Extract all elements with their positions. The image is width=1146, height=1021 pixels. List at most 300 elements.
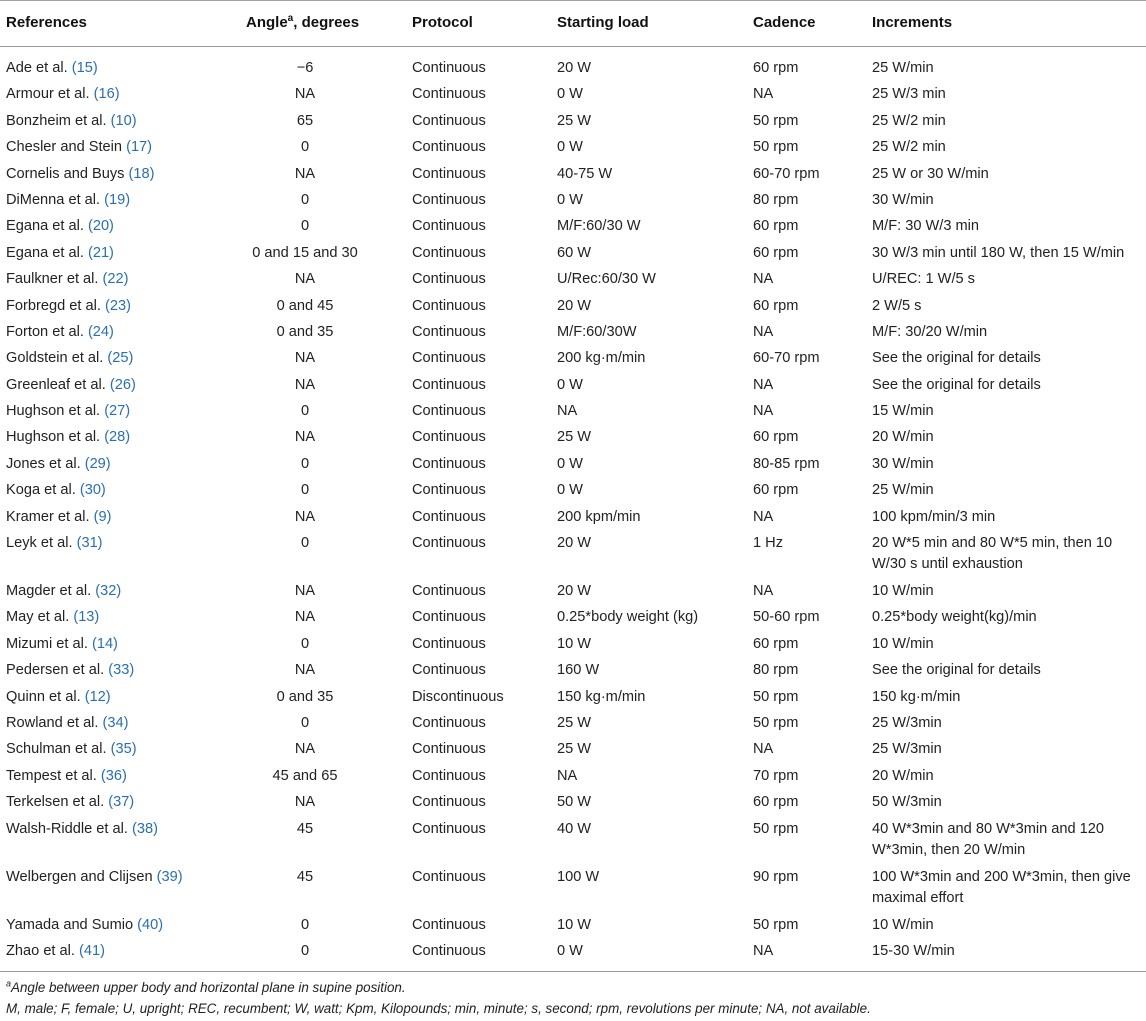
reference-cell (6, 427, 130, 448)
table-row (0, 817, 1146, 865)
increments-cell: M/F: 30/20 W/min (872, 323, 988, 340)
cadence-cell: 50 rpm (753, 820, 799, 837)
increments-cell: 20 W/min (872, 767, 934, 784)
citation-link[interactable]: (31) (76, 535, 103, 552)
table-row (0, 214, 1146, 240)
angle-cell: NA (294, 165, 316, 182)
starting-load-cell: 0 W (557, 482, 583, 499)
reference-cell (6, 766, 127, 787)
reference-name: Egana et al. (6, 244, 84, 261)
cadence-cell: 60 rpm (753, 635, 799, 652)
cadence-cell: NA (753, 271, 774, 288)
reference-name: Walsh-Riddle et al. (6, 820, 128, 837)
increments-cell: 30 W/min (872, 191, 934, 208)
increments-cell: 25 W/min (872, 482, 934, 499)
table-row (0, 452, 1146, 478)
table-bottom-rule (0, 971, 1146, 972)
table-row (0, 320, 1146, 346)
citation-link[interactable]: (40) (137, 916, 164, 933)
increments-cell: 10 W/min (872, 583, 934, 600)
cadence-cell: NA (753, 508, 774, 525)
citation-link[interactable]: (17) (126, 139, 153, 156)
citation-link[interactable]: (37) (108, 794, 135, 811)
angle-cell: NA (294, 376, 316, 393)
reference-cell (6, 164, 154, 185)
citation-link[interactable]: (10) (110, 112, 137, 129)
starting-load-cell: 25 W (557, 714, 592, 731)
citation-link[interactable]: (20) (87, 218, 114, 235)
angle-cell: NA (294, 794, 316, 811)
reference-name: Bonzheim et al. (6, 112, 107, 129)
header-angle-footnote-marker: a (287, 13, 294, 24)
angle-cell: 0 (300, 218, 310, 235)
reference-name: Leyk et al. (6, 535, 73, 552)
angle-cell: 0 and 45 (276, 297, 334, 314)
reference-name: Pedersen et al. (6, 662, 105, 679)
angle-cell: 0 (300, 535, 310, 552)
citation-link[interactable]: (39) (156, 868, 183, 885)
protocol-cell: Continuous (412, 482, 486, 499)
angle-cell: 0 (300, 714, 310, 731)
angle-cell: NA (294, 86, 316, 103)
cadence-cell: 60 rpm (753, 429, 799, 446)
protocol-cell: Continuous (412, 218, 486, 235)
increments-cell: 100 W*3min and 200 W*3min, then give maximal effort (872, 868, 1131, 906)
header-angle (246, 14, 359, 31)
increments-cell: 30 W/min (872, 455, 934, 472)
reference-name: Goldstein et al. (6, 350, 104, 367)
header-cadence: Cadence (753, 14, 816, 31)
starting-load-cell: NA (557, 767, 578, 784)
protocol-cell: Continuous (412, 508, 486, 525)
starting-load-cell: 20 W (557, 297, 592, 314)
protocol-cell: Continuous (412, 139, 486, 156)
angle-cell: 0 (300, 635, 310, 652)
angle-cell: −6 (296, 60, 314, 76)
reference-cell (6, 819, 158, 840)
protocol-cell: Continuous (412, 583, 486, 600)
reference-cell (6, 687, 111, 708)
protocol-cell: Continuous (412, 455, 486, 472)
table-row (0, 241, 1146, 267)
table-row (0, 605, 1146, 631)
table-row (0, 399, 1146, 425)
header-angle-label: Angle (246, 14, 288, 31)
angle-cell: NA (294, 662, 316, 679)
protocol-cell: Continuous (412, 112, 486, 129)
angle-cell: 0 (300, 139, 310, 156)
cadence-cell: 90 rpm (753, 868, 799, 885)
protocol-cell: Continuous (412, 820, 486, 837)
footnote-abbreviations: M, male; F, female; U, upright; REC, recumbent; W, watt; Kpm, Kilopounds; min, minute; s, second; rpm, revolutions per minute; NA, not available. (6, 1001, 871, 1016)
citation-link[interactable]: (13) (73, 609, 100, 626)
reference-cell (6, 296, 131, 317)
increments-cell: See the original for details (872, 662, 1041, 679)
cadence-cell: NA (753, 86, 774, 103)
cadence-cell: 50 rpm (753, 139, 799, 156)
citation-link[interactable]: (9) (93, 508, 112, 525)
reference-cell (6, 216, 114, 237)
table-row (0, 658, 1146, 684)
starting-load-cell: 200 kpm/min (557, 508, 641, 525)
reference-name: Welbergen and Clijsen (6, 868, 153, 885)
increments-cell: 15 W/min (872, 403, 934, 420)
reference-name: Armour et al. (6, 86, 90, 103)
reference-cell (6, 269, 129, 290)
cadence-cell: 60 rpm (753, 244, 799, 261)
reference-cell (6, 190, 130, 211)
reference-name: Jones et al. (6, 455, 81, 472)
reference-cell (6, 401, 130, 422)
starting-load-cell: 20 W (557, 60, 592, 76)
reference-cell (6, 867, 183, 888)
starting-load-cell: 0 W (557, 455, 583, 472)
protocol-cell: Continuous (412, 662, 486, 679)
protocol-cell: Continuous (412, 350, 486, 367)
increments-cell: 10 W/min (872, 916, 934, 933)
footnote-angle-text: Angle between upper body and horizontal plane in supine position. (11, 980, 406, 995)
cadence-cell: 50 rpm (753, 714, 799, 731)
cadence-cell: NA (753, 403, 774, 420)
reference-name: DiMenna et al. (6, 191, 101, 208)
reference-cell (6, 84, 120, 105)
table-header-rule (0, 46, 1146, 47)
reference-cell (6, 111, 137, 132)
table-row (0, 632, 1146, 658)
reference-name: Quinn et al. (6, 688, 81, 705)
angle-cell: 0 (300, 403, 310, 420)
table-row (0, 913, 1146, 939)
increments-cell: See the original for details (872, 376, 1041, 393)
increments-cell: 40 W*3min and 80 W*3min and 120 W*3min, then 20 W/min (872, 820, 1105, 858)
angle-cell: 45 (296, 868, 314, 885)
reference-cell (6, 480, 106, 501)
reference-name: Rowland et al. (6, 714, 99, 731)
starting-load-cell: 25 W (557, 741, 592, 758)
cadence-cell: 80-85 rpm (753, 455, 820, 472)
cadence-cell: 50 rpm (753, 916, 799, 933)
protocol-cell: Continuous (412, 767, 486, 784)
reference-name: Forton et al. (6, 323, 84, 340)
table-row (0, 373, 1146, 399)
citation-link[interactable]: (21) (87, 244, 114, 261)
citation-link[interactable]: (14) (91, 635, 118, 652)
cadence-cell: 60 rpm (753, 297, 799, 314)
starting-load-cell: U/Rec:60/30 W (557, 271, 656, 288)
increments-cell: 150 kg·m/min (872, 688, 961, 705)
increments-cell: 25 W/3min (872, 714, 942, 731)
reference-cell (6, 581, 121, 602)
reference-cell (6, 454, 111, 475)
table-row (0, 711, 1146, 737)
table-row (0, 478, 1146, 504)
starting-load-cell: 0 W (557, 139, 583, 156)
angle-cell: 65 (296, 112, 314, 129)
cadence-cell: NA (753, 323, 774, 340)
reference-cell (6, 137, 152, 158)
increments-cell: 15-30 W/min (872, 942, 955, 959)
increments-cell: See the original for details (872, 350, 1041, 367)
protocol-cell: Continuous (412, 535, 486, 552)
increments-cell: 20 W/min (872, 429, 934, 446)
angle-cell: NA (294, 583, 316, 600)
header-protocol: Protocol (412, 14, 473, 31)
starting-load-cell: 10 W (557, 635, 592, 652)
increments-cell: 25 W/2 min (872, 139, 946, 156)
angle-cell: 0 and 15 and 30 (252, 244, 358, 261)
angle-cell: 0 (300, 916, 310, 933)
increments-cell: 25 W or 30 W/min (872, 165, 989, 182)
table-row (0, 82, 1146, 108)
protocol-cell: Continuous (412, 916, 486, 933)
starting-load-cell: M/F:60/30 W (557, 218, 641, 235)
citation-link[interactable]: (26) (109, 376, 136, 393)
citation-link[interactable]: (15) (71, 60, 98, 76)
reference-name: Hughson et al. (6, 429, 101, 446)
angle-cell: NA (294, 350, 316, 367)
reference-cell (6, 713, 129, 734)
reference-name: Zhao et al. (6, 942, 75, 959)
cadence-cell: 60 rpm (753, 794, 799, 811)
increments-cell: 0.25*body weight(kg)/min (872, 609, 1037, 626)
starting-load-cell: 100 W (557, 868, 600, 885)
protocol-cell: Continuous (412, 609, 486, 626)
reference-cell (6, 507, 111, 528)
increments-cell: 25 W/3min (872, 741, 942, 758)
increments-cell: 2 W/5 s (872, 297, 922, 314)
header-angle-unit: , degrees (293, 14, 360, 31)
increments-cell: 10 W/min (872, 635, 934, 652)
reference-cell (6, 660, 134, 681)
protocol-cell: Continuous (412, 942, 486, 959)
table-row (0, 162, 1146, 188)
protocol-cell: Continuous (412, 794, 486, 811)
cadence-cell: 60-70 rpm (753, 350, 820, 367)
citation-link[interactable]: (29) (84, 455, 111, 472)
reference-cell (6, 941, 105, 962)
citation-link[interactable]: (16) (93, 86, 120, 103)
angle-cell: 0 (300, 455, 310, 472)
citation-link[interactable]: (22) (102, 271, 129, 288)
protocol-cell: Continuous (412, 323, 486, 340)
increments-cell: 25 W/3 min (872, 86, 946, 103)
increments-cell: 30 W/3 min until 180 W, then 15 W/min (872, 244, 1125, 261)
citation-link[interactable]: (19) (104, 191, 131, 208)
cadence-cell: 50 rpm (753, 688, 799, 705)
citation-link[interactable]: (41) (79, 942, 105, 959)
cadence-cell: NA (753, 583, 774, 600)
citation-link[interactable]: (27) (104, 403, 131, 420)
citation-link[interactable]: (30) (79, 482, 106, 499)
angle-cell: 45 and 65 (272, 767, 338, 784)
reference-name: Terkelsen et al. (6, 794, 105, 811)
angle-cell: NA (294, 741, 316, 758)
table-row (0, 579, 1146, 605)
cadence-cell: 70 rpm (753, 767, 799, 784)
angle-cell: 0 and 35 (276, 688, 334, 705)
cadence-cell: 60 rpm (753, 218, 799, 235)
increments-cell: 25 W/min (872, 60, 934, 76)
citation-link[interactable]: (28) (104, 429, 131, 446)
cadence-cell: 50 rpm (753, 112, 799, 129)
cadence-cell: NA (753, 376, 774, 393)
starting-load-cell: 10 W (557, 916, 592, 933)
starting-load-cell: 0.25*body weight (kg) (557, 609, 699, 626)
reference-cell (6, 322, 114, 343)
reference-cell (6, 533, 103, 554)
angle-cell: 0 (300, 942, 310, 959)
protocol-cell: Discontinuous (412, 688, 504, 705)
table-row (0, 685, 1146, 711)
protocol-cell: Continuous (412, 271, 486, 288)
starting-load-cell: M/F:60/30W (557, 323, 637, 340)
table-row (0, 531, 1146, 579)
reference-name: May et al. (6, 609, 70, 626)
protocol-cell: Continuous (412, 297, 486, 314)
angle-cell: NA (294, 609, 316, 626)
starting-load-cell: 0 W (557, 942, 583, 959)
reference-name: Magder et al. (6, 583, 92, 600)
reference-name: Yamada and Sumio (6, 916, 134, 933)
citation-link[interactable]: (25) (107, 350, 134, 367)
header-increments: Increments (872, 14, 953, 31)
citation-link[interactable]: (23) (104, 297, 131, 314)
reference-name: Faulkner et al. (6, 271, 99, 288)
starting-load-cell: 0 W (557, 376, 583, 393)
increments-cell: 20 W*5 min and 80 W*5 min, then 10 W/30 s until exhaustion (872, 535, 1113, 573)
increments-cell: 50 W/3min (872, 794, 942, 811)
protocol-cell: Continuous (412, 741, 486, 758)
header-references: References (6, 14, 87, 31)
increments-cell: U/REC: 1 W/5 s (872, 271, 975, 288)
starting-load-cell: 50 W (557, 794, 592, 811)
protocol-cell: Continuous (412, 60, 486, 76)
cadence-cell: 80 rpm (753, 191, 799, 208)
starting-load-cell: 200 kg·m/min (557, 350, 646, 367)
angle-cell: 0 (300, 482, 310, 499)
table-row (0, 425, 1146, 451)
table-row (0, 737, 1146, 763)
protocol-cell: Continuous (412, 635, 486, 652)
starting-load-cell: 40-75 W (557, 165, 613, 182)
header-starting-load: Starting load (557, 14, 649, 31)
starting-load-cell: NA (557, 403, 578, 420)
starting-load-cell: 0 W (557, 86, 583, 103)
reference-cell (6, 375, 136, 396)
table-row (0, 865, 1146, 913)
reference-name: Hughson et al. (6, 403, 101, 420)
cadence-cell: 60 rpm (753, 60, 799, 76)
starting-load-cell: 20 W (557, 535, 592, 552)
reference-cell (6, 915, 163, 936)
angle-cell: NA (294, 508, 316, 525)
citation-link[interactable]: (36) (100, 767, 127, 784)
citation-link[interactable]: (18) (128, 165, 155, 182)
reference-name: Cornelis and Buys (6, 165, 125, 182)
table-row (0, 294, 1146, 320)
reference-cell (6, 634, 118, 655)
table-row (0, 505, 1146, 531)
starting-load-cell: 150 kg·m/min (557, 688, 646, 705)
starting-load-cell: 20 W (557, 583, 592, 600)
reference-cell (6, 58, 98, 79)
footnote-angle (6, 980, 406, 995)
citation-link[interactable]: (34) (102, 714, 129, 731)
protocol-cell: Continuous (412, 429, 486, 446)
protocol-cell: Continuous (412, 191, 486, 208)
table-row (0, 109, 1146, 135)
cadence-cell: 80 rpm (753, 662, 799, 679)
reference-name: Chesler and Stein (6, 139, 123, 156)
increments-cell: M/F: 30 W/3 min (872, 218, 980, 235)
reference-name: Greenleaf et al. (6, 376, 106, 393)
citation-link[interactable]: (12) (84, 688, 111, 705)
starting-load-cell: 40 W (557, 820, 592, 837)
protocol-cell: Continuous (412, 244, 486, 261)
reference-cell (6, 243, 114, 264)
reference-name: Tempest et al. (6, 767, 97, 784)
citation-link[interactable]: (35) (110, 741, 137, 758)
starting-load-cell: 160 W (557, 662, 600, 679)
cadence-cell: 60-70 rpm (753, 165, 820, 182)
protocol-cell: Continuous (412, 376, 486, 393)
reference-cell (6, 348, 133, 369)
starting-load-cell: 0 W (557, 191, 583, 208)
reference-name: Ade et al. (6, 60, 68, 76)
reference-name: Mizumi et al. (6, 635, 88, 652)
footnote-angle-marker: a (6, 978, 12, 989)
protocol-cell: Continuous (412, 868, 486, 885)
cadence-cell: 50-60 rpm (753, 609, 820, 626)
cadence-cell: NA (753, 942, 774, 959)
cadence-cell: 60 rpm (753, 482, 799, 499)
protocol-cell: Continuous (412, 403, 486, 420)
starting-load-cell: 60 W (557, 244, 592, 261)
reference-cell (6, 607, 99, 628)
reference-name: Kramer et al. (6, 508, 90, 525)
cadence-cell: 1 Hz (753, 535, 784, 552)
citation-link[interactable]: (24) (87, 323, 114, 340)
starting-load-cell: 25 W (557, 112, 592, 129)
citation-link[interactable]: (32) (95, 583, 122, 600)
angle-cell: NA (294, 429, 316, 446)
table-row (0, 346, 1146, 372)
increments-cell: 100 kpm/min/3 min (872, 508, 996, 525)
increments-cell: 25 W/2 min (872, 112, 946, 129)
reference-name: Forbregd et al. (6, 297, 101, 314)
reference-name: Koga et al. (6, 482, 76, 499)
table-row (0, 188, 1146, 214)
table-row (0, 56, 1146, 82)
citation-link[interactable]: (33) (108, 662, 135, 679)
citation-link[interactable]: (38) (132, 820, 158, 837)
protocol-cell: Continuous (412, 86, 486, 103)
reference-name: Schulman et al. (6, 741, 107, 758)
reference-cell (6, 792, 134, 813)
protocol-cell: Continuous (412, 714, 486, 731)
table-row (0, 939, 1146, 965)
table-header (0, 0, 1146, 46)
table-row (0, 135, 1146, 161)
angle-cell: NA (294, 271, 316, 288)
reference-name: Egana et al. (6, 218, 84, 235)
angle-cell: 45 (296, 820, 314, 837)
table-row (0, 790, 1146, 816)
protocol-cell: Continuous (412, 165, 486, 182)
angle-cell: 0 (300, 191, 310, 208)
starting-load-cell: 25 W (557, 429, 592, 446)
angle-cell: 0 and 35 (276, 323, 334, 340)
